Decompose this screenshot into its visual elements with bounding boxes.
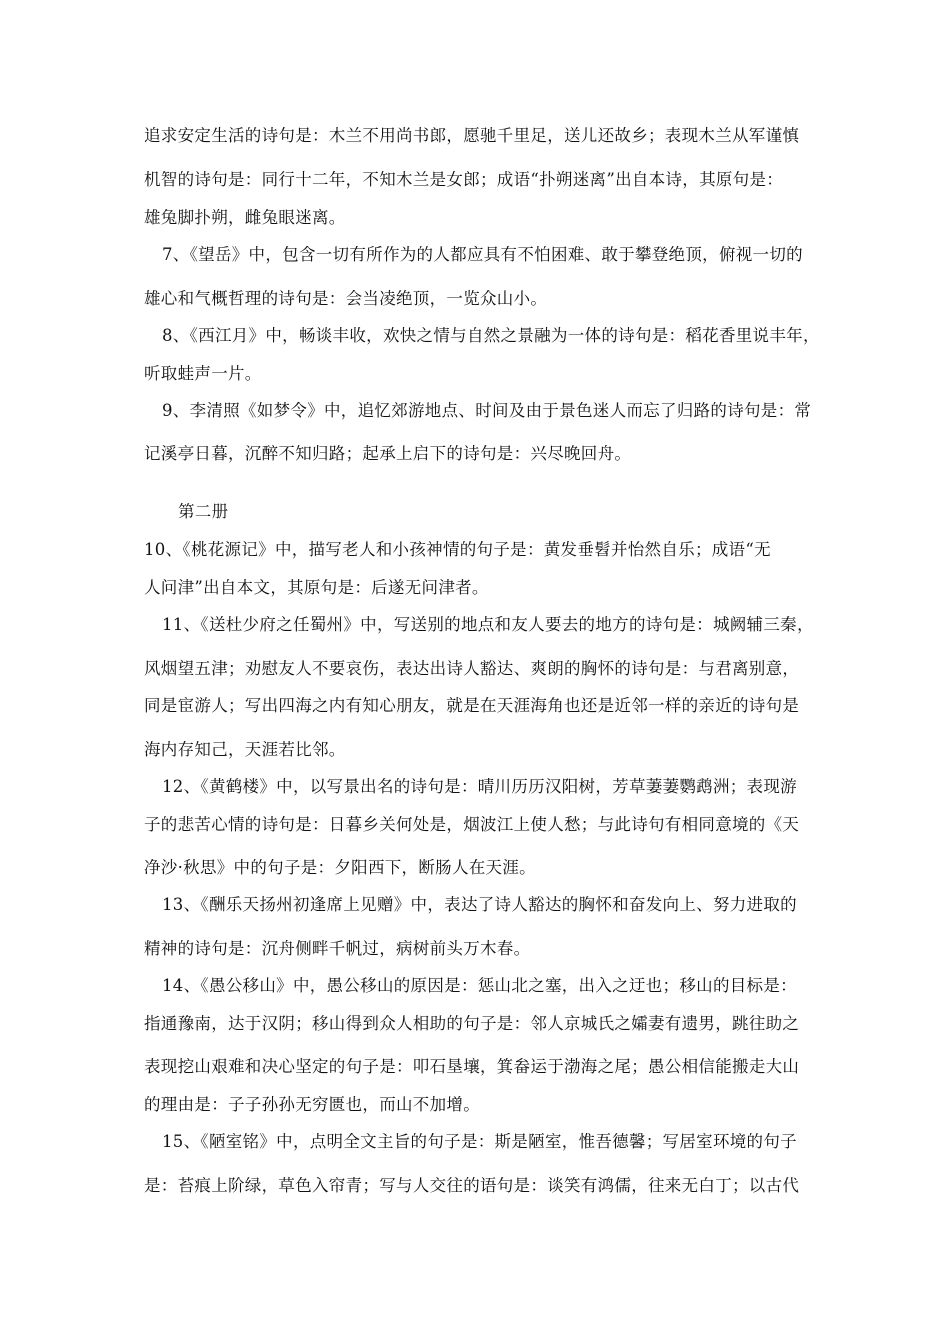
text-line: 子的悲苦心情的诗句是：日暮乡关何处是，烟波江上使人愁；与此诗句有相同意境的《天 xyxy=(144,815,800,834)
text-line: 同是宦游人；写出四海之内有知心朋友，就是在天涯海角也还是近邻一样的亲近的诗句是 xyxy=(144,696,800,715)
item-9-line-1: 9、李清照《如梦令》中，追忆郊游地点、时间及由于景色迷人而忘了归路的诗句是：常 xyxy=(162,401,812,420)
item-15-line-1: 15、《陋室铭》中，点明全文主旨的句子是：斯是陋室，惟吾德馨；写居室环境的句子 xyxy=(162,1132,797,1151)
text-line: 是：苔痕上阶绿，草色入帘青；写与人交往的语句是：谈笑有鸿儒，往来无白丁；以古代 xyxy=(144,1176,800,1195)
item-10-line-1: 10、《桃花源记》中，描写老人和小孩神情的句子是：黄发垂髫并怡然自乐；成语“无 xyxy=(144,540,771,559)
item-7-line-1: 7、《望岳》中，包含一切有所作为的人都应具有不怕困难、敢于攀登绝顶，俯视一切的 xyxy=(162,245,803,264)
item-11-line-1: 11、《送杜少府之任蜀州》中，写送别的地点和友人要去的地方的诗句是：城阙辅三秦， xyxy=(162,615,814,634)
text-line: 人问津”出自本文，其原句是：后遂无问津者。 xyxy=(144,578,489,597)
text-line: 精神的诗句是：沉舟侧畔千帆过，病树前头万木春。 xyxy=(144,939,531,958)
item-12-line-1: 12、《黄鹤楼》中，以写景出名的诗句是：晴川历历汉阳树，芳草萋萋鹦鹉洲；表现游 xyxy=(162,777,797,796)
text-line: 指通豫南，达于汉阴；移山得到众人相助的句子是：邻人京城氏之孀妻有遗男，跳往助之 xyxy=(144,1014,800,1033)
item-8-line-1: 8、《西江月》中，畅谈丰收，欢快之情与自然之景融为一体的诗句是：稻花香里说丰年， xyxy=(162,326,820,345)
text-line: 净沙·秋思》中的句子是：夕阳西下，断肠人在天涯。 xyxy=(144,858,536,877)
item-14-line-1: 14、《愚公移山》中，愚公移山的原因是：惩山北之塞，出入之迂也；移山的目标是： xyxy=(162,976,797,995)
text-line: 雄心和气概哲理的诗句是：会当凌绝顶，一览众山小。 xyxy=(144,289,548,308)
text-line: 听取蛙声一片。 xyxy=(144,364,262,383)
section-heading: 第二册 xyxy=(178,502,229,521)
item-13-line-1: 13、《酬乐天扬州初逢席上见赠》中，表达了诗人豁达的胸怀和奋发向上、努力进取的 xyxy=(162,895,797,914)
text-line: 记溪亭日暮，沉醉不知归路；起承上启下的诗句是：兴尽晚回舟。 xyxy=(144,444,632,463)
text-line: 雄兔脚扑朔，雌兔眼迷离。 xyxy=(144,208,346,227)
text-line: 风烟望五津；劝慰友人不要哀伤，表达出诗人豁达、爽朗的胸怀的诗句是：与君离别意， xyxy=(144,659,800,678)
text-line: 机智的诗句是：同行十二年，不知木兰是女郎；成语“扑朔迷离”出自本诗，其原句是： xyxy=(144,170,784,189)
text-line: 海内存知己，天涯若比邻。 xyxy=(144,740,346,759)
text-line: 表现挖山艰难和决心坚定的句子是：叩石垦壤，箕畚运于渤海之尾；愚公相信能搬走大山 xyxy=(144,1057,800,1076)
text-line: 追求安定生活的诗句是：木兰不用尚书郎，愿驰千里足，送儿还故乡；表现木兰从军谨慎 xyxy=(144,126,800,145)
text-line: 的理由是：子子孙孙无穷匮也，而山不加增。 xyxy=(144,1095,480,1114)
